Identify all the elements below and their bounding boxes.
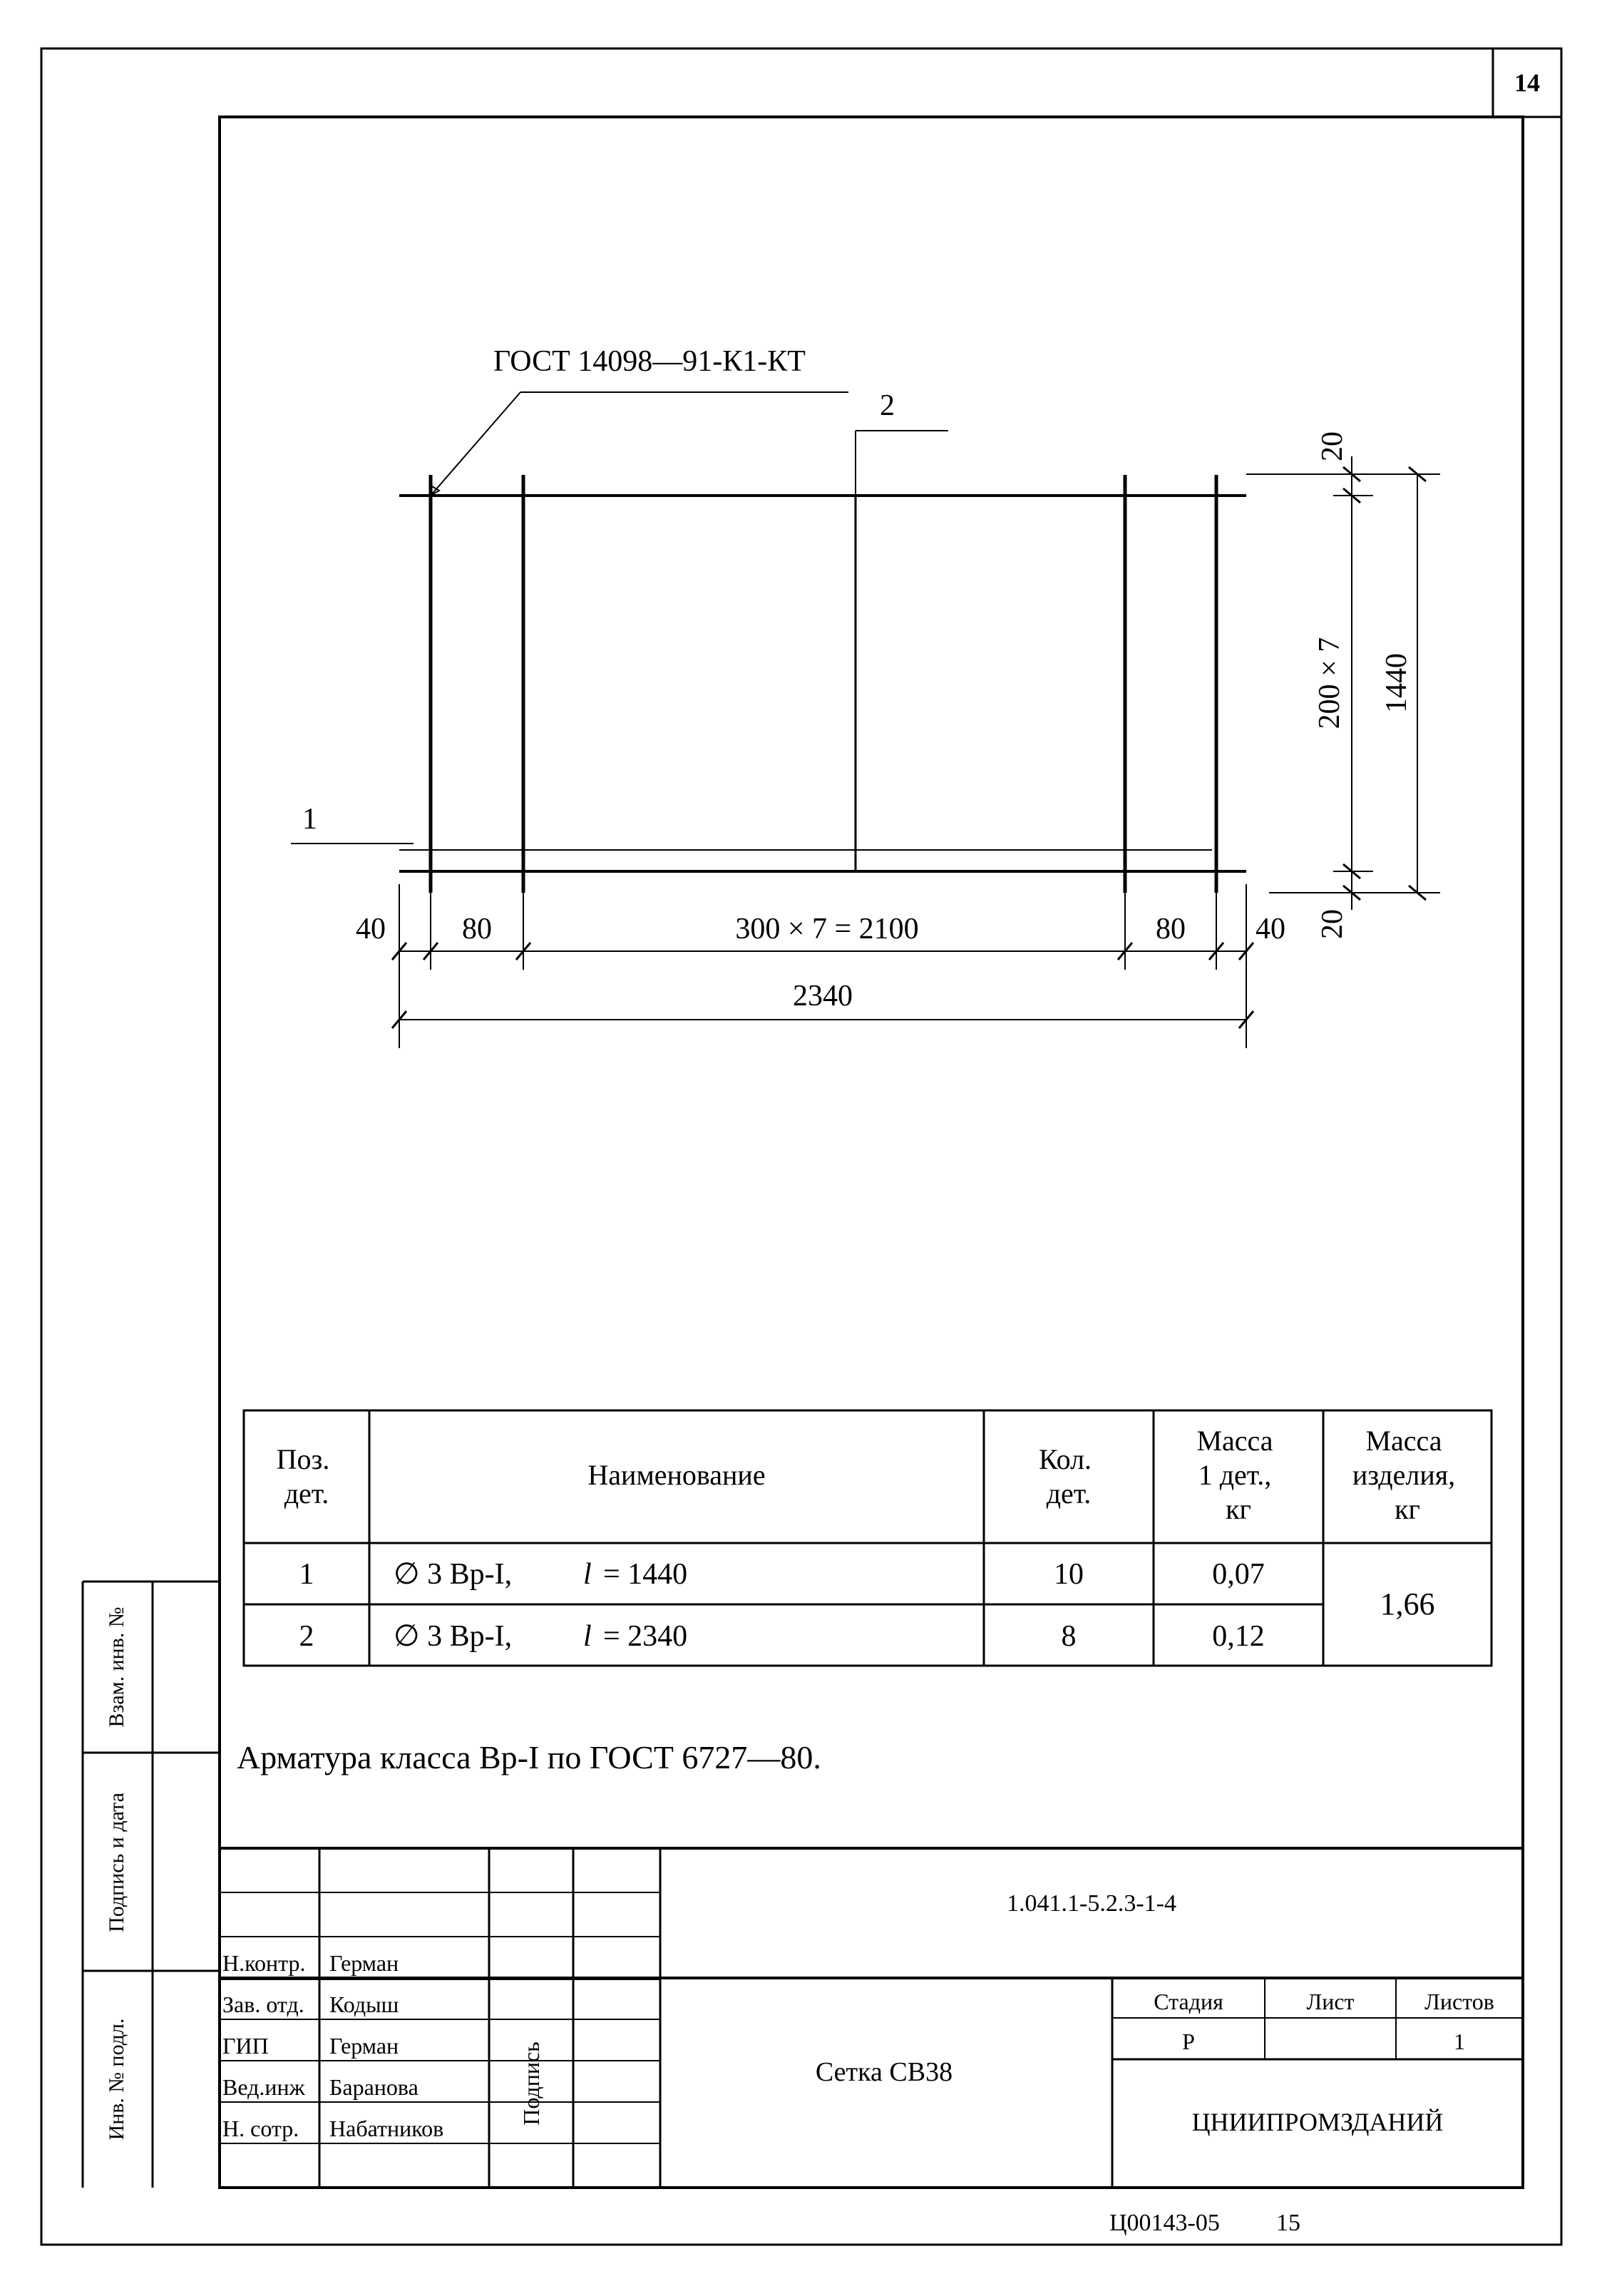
row-2-name: ∅ 3 Вр-I,	[394, 1620, 513, 1653]
side-stamp	[83, 1582, 220, 2188]
row-2-pos: 2	[299, 1620, 314, 1653]
header-qty	[1039, 1443, 1099, 1510]
organization: ЦНИИПРОМЗДАНИЙ	[1191, 2108, 1444, 2136]
header-pos-line-1: Поз.	[276, 1443, 330, 1475]
dim-bottom-offset: 20	[1316, 909, 1349, 939]
product-name: Сетка СВ38	[815, 2057, 953, 2087]
row-1-pos: 1	[299, 1558, 314, 1591]
header-qty-line-2: дет.	[1046, 1477, 1092, 1510]
row-2-length-symbol: l	[583, 1620, 592, 1653]
spec-table	[244, 1410, 1491, 1666]
row-2-qty: 8	[1061, 1620, 1077, 1653]
title-block	[220, 1848, 1523, 2188]
stage-label: Стадия	[1154, 1989, 1223, 2014]
header-mass-total	[1352, 1425, 1462, 1525]
position-1-label: 1	[302, 803, 317, 836]
sheets-value: 1	[1454, 2029, 1465, 2054]
role-label: Н.контр.	[222, 1950, 306, 1976]
side-stamp-podpis-data: Подпись и дата	[105, 1793, 128, 1932]
dim-left-offset: 40	[356, 913, 386, 945]
row-1-mass-one: 0,07	[1212, 1558, 1265, 1591]
dim-overall-height: 1440	[1380, 653, 1413, 713]
header-mass-total-line-2: изделия,	[1352, 1459, 1456, 1491]
dim-top-offset: 20	[1316, 431, 1349, 461]
footer-page: 15	[1276, 2210, 1300, 2236]
mesh-drawing	[291, 345, 1246, 893]
header-mass-one-line-1: Масса	[1196, 1425, 1273, 1457]
dim-overall-length: 2340	[793, 980, 853, 1013]
role-name: Набатников	[329, 2116, 444, 2141]
sheets-label: Листов	[1424, 1989, 1494, 2014]
mass-total-value: 1,66	[1380, 1587, 1435, 1621]
table-row	[299, 1558, 1265, 1591]
page-number: 14	[1514, 68, 1540, 97]
row-1-name: ∅ 3 Вр-I,	[394, 1558, 513, 1591]
header-mass-one-line-2: 1 дет.,	[1198, 1459, 1272, 1491]
row-2-length: = 2340	[603, 1620, 688, 1653]
vertical-dimensions	[1246, 431, 1440, 939]
side-stamp-vzam: Взам. инв. №	[105, 1606, 128, 1728]
inner-frame	[220, 117, 1523, 2188]
role-label: ГИП	[222, 2033, 269, 2059]
role-label: Зав. отд.	[222, 1992, 304, 2017]
outer-frame	[41, 48, 1561, 2245]
header-mass-total-line-1: Масса	[1365, 1425, 1442, 1457]
reinforcement-note: Арматура класса Вр-I по ГОСТ 6727—80.	[237, 1739, 821, 1775]
row-1-qty: 10	[1054, 1558, 1084, 1591]
table-row	[299, 1620, 1265, 1653]
dim-inner-height: 200 × 7	[1313, 637, 1346, 729]
header-mass-one	[1196, 1425, 1280, 1525]
horizontal-dimensions	[356, 884, 1285, 1048]
header-mass-total-line-3: кг	[1395, 1493, 1420, 1525]
role-name: Герман	[329, 2033, 399, 2059]
sheet-label: Лист	[1306, 1989, 1355, 2014]
signature-label: Подпись	[518, 2041, 544, 2126]
role-name: Герман	[329, 1950, 399, 1976]
row-1-length: = 1440	[603, 1558, 688, 1591]
dim-right-offset: 40	[1256, 913, 1285, 945]
stage-value: Р	[1182, 2029, 1195, 2054]
row-2-mass-one: 0,12	[1212, 1620, 1265, 1653]
dim-left-span: 80	[462, 913, 492, 945]
header-name: Наименование	[587, 1459, 766, 1491]
role-label: Вед.инж	[222, 2074, 305, 2100]
gost-leader	[431, 392, 520, 496]
header-pos	[277, 1443, 337, 1510]
document-code: 1.041.1-5.2.3-1-4	[1007, 1890, 1176, 1917]
header-qty-line-1: Кол.	[1038, 1443, 1092, 1475]
role-name: Баранова	[329, 2074, 419, 2100]
footer-code: Ц00143-05	[1109, 2210, 1220, 2236]
dim-middle-span: 300 × 7 = 2100	[735, 913, 919, 945]
side-stamp-inv-podl: Инв. № подл.	[105, 2018, 128, 2141]
role-name: Кодыш	[329, 1992, 399, 2017]
row-1-length-symbol: l	[583, 1558, 592, 1591]
position-2-label: 2	[880, 389, 895, 422]
header-mass-one-line-3: кг	[1226, 1493, 1251, 1525]
dim-right-span: 80	[1156, 913, 1186, 945]
header-pos-line-2: дет.	[284, 1477, 329, 1510]
role-label: Н. сотр.	[222, 2116, 299, 2141]
gost-label: ГОСТ 14098—91-К1-КТ	[493, 345, 806, 378]
